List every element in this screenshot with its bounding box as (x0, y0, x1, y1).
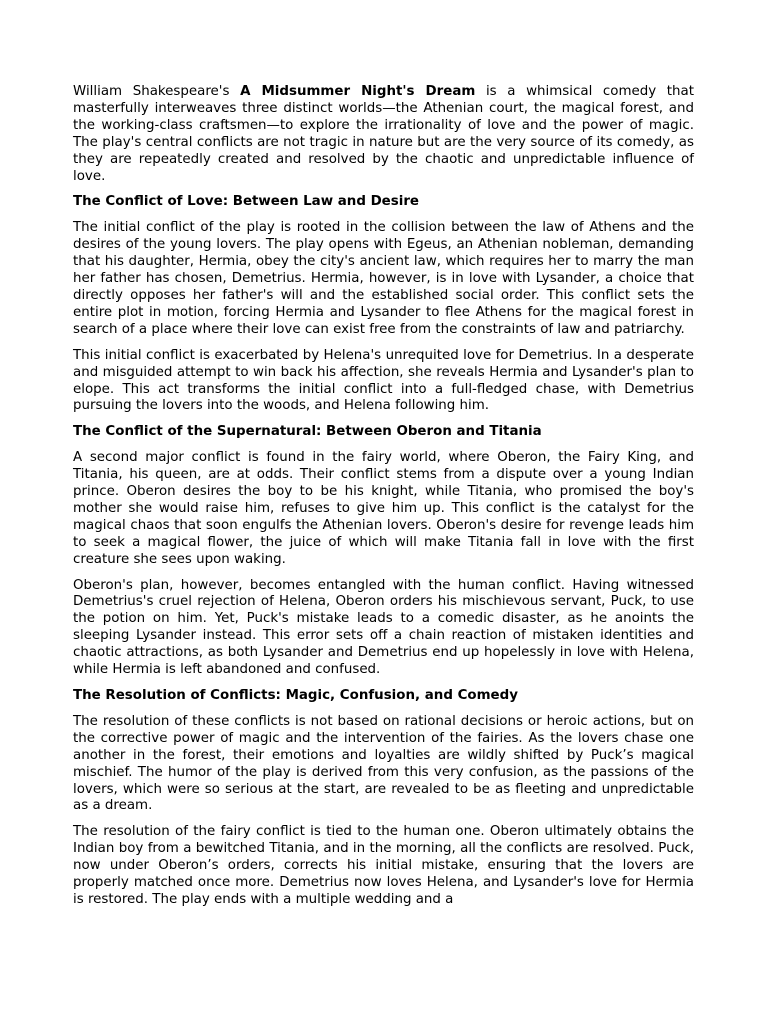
paragraph-resolution-2: The resolution of the fairy conflict is tied to the human one. Oberon ultimately obtains the Indian boy from a bewitched Titania, and in the morning, all the conflicts are resolved. Puck, now under Oberon’s orders, corrects his initial mistake, ensuring that the lovers are properly matched once more. Demetrius now loves Helena, and Lysander's love for Hermia is restored. The play ends with a multiple wedding and a (73, 824, 694, 907)
paragraph-love-1: The initial conflict of the play is rooted in the collision between the law of Athens and the desires of the young lovers. The play opens with Egeus, an Athenian nobleman, demanding that his daughter, Hermia, obey the city's ancient law, which requires her to marry the man her father has chosen, Demetrius. Hermia, however, is in love with Lysander, a choice that directly opposes her father's will and the established social order. This conflict sets the entire plot in motion, forcing Hermia and Lysander to flee Athens for the magical forest in search of a place where their love can exist free from the constraints of law and patriarchy. (73, 220, 694, 337)
paragraph-supernatural-2: Oberon's plan, however, becomes entangled with the human conflict. Having witnessed Demetrius's cruel rejection of Helena, Oberon orders his mischievous servant, Puck, to use the potion on him. Yet, Puck's mistake leads to a comedic disaster, as he anoints the sleeping Lysander instead. This error sets off a chain reaction of mistaken identities and chaotic attractions, as both Lysander and Demetrius end up hopelessly in love with Helena, while Hermia is left abandoned and confused. (73, 577, 694, 678)
section-heading-resolution: The Resolution of Conflicts: Magic, Confusion, and Comedy (73, 688, 518, 703)
play-title: A Midsummer Night's Dream (240, 84, 476, 99)
document-page (73, 84, 694, 918)
section-heading-love: The Conflict of Love: Between Law and Desire (73, 194, 420, 210)
intro-paragraph (73, 84, 694, 185)
paragraph-resolution-1: The resolution of these conflicts is not based on rational decisions or heroic actions, but on the corrective power of magic and the intervention of the fairies. As the lovers chase one another in the forest, their emotions and loyalties are wildly shifted by Puck’s magical mischief. The humor of the play is derived from this very confusion, as the passions of the lovers, which were so serious at the start, are revealed to be as fleeting and unpredictable as a dream. (73, 713, 694, 814)
intro-post: is a whimsical comedy that masterfully interweaves three distinct worlds—the Athenian court, the magical forest, and the working-class craftsmen—to explore the irrationality of love and the power of magic. The play's central conflicts are not tragic in nature but are the very source of its comedy, as they are repeatedly created and resolved by the chaotic and unpredictable influence of love. (73, 84, 694, 184)
intro-pre: William Shakespeare's (73, 84, 241, 99)
paragraph-love-2: This initial conflict is exacerbated by Helena's unrequited love for Demetrius. In a desperate and misguided attempt to win back his affection, she reveals Hermia and Lysander's plan to elope. This act transforms the initial conflict into a full-fledged chase, with Demetrius pursuing the lovers into the woods, and Helena following him. (73, 347, 694, 414)
paragraph-supernatural-1: A second major conflict is found in the fairy world, where Oberon, the Fairy King, and Titania, his queen, are at odds. Their conflict stems from a dispute over a young Indian prince. Oberon desires the boy to be his knight, while Titania, who promised the boy's mother she would raise him, refuses to give him up. This conflict is the catalyst for the magical chaos that soon engulfs the Athenian lovers. Oberon's desire for revenge leads him to seek a magical flower, the juice of which will make Titania fall in love with the first creature she sees upon waking. (73, 450, 694, 567)
section-heading-supernatural: The Conflict of the Supernatural: Between Oberon and Titania (73, 424, 542, 440)
